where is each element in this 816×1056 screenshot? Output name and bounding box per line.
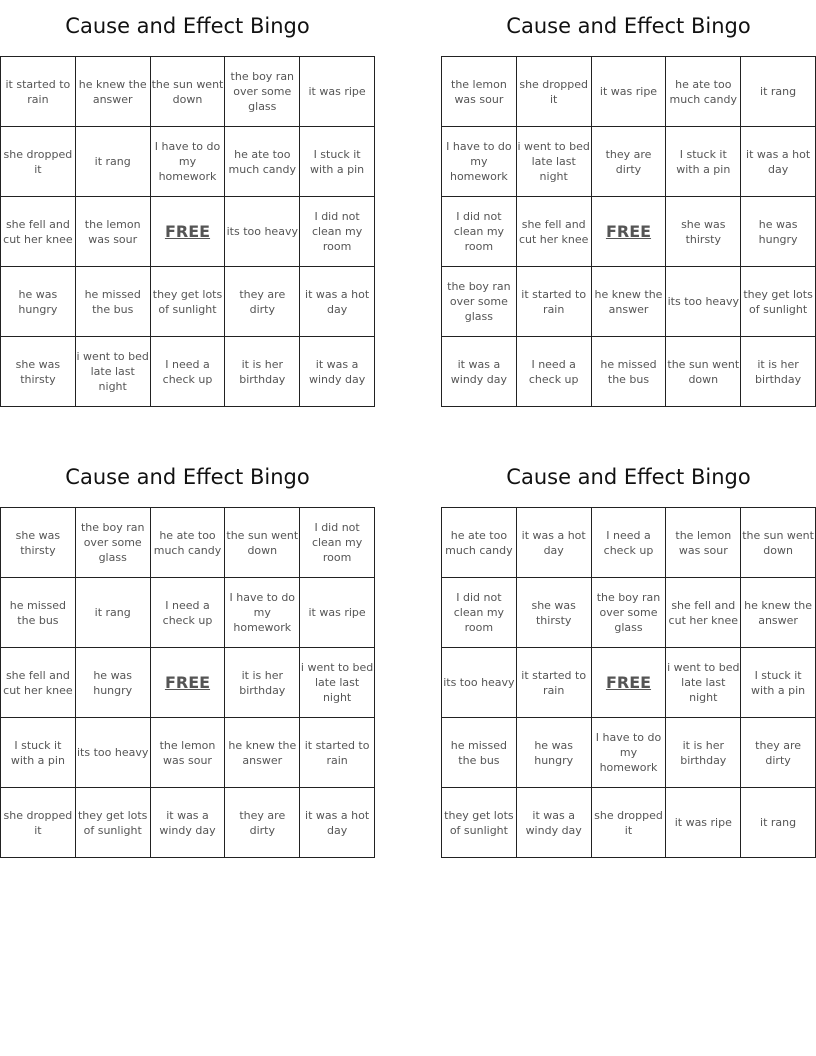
- bingo-cell: it was a windy day: [150, 788, 225, 858]
- bingo-cell: I stuck it with a pin: [666, 127, 741, 197]
- bingo-cell: it started to rain: [516, 267, 591, 337]
- bingo-cell: she fell and cut her knee: [1, 648, 76, 718]
- free-space: FREE: [591, 648, 666, 718]
- bingo-grid: [0, 56, 375, 407]
- bingo-cell: it was a hot day: [741, 127, 816, 197]
- bingo-cell: it was ripe: [591, 57, 666, 127]
- bingo-cell: she dropped it: [591, 788, 666, 858]
- bingo-cell: it is her birthday: [225, 337, 300, 407]
- bingo-cell: she was thirsty: [1, 337, 76, 407]
- bingo-cell: she was thirsty: [666, 197, 741, 267]
- bingo-card: [441, 465, 816, 858]
- bingo-cell: he was hungry: [75, 648, 150, 718]
- bingo-cell: he was hungry: [516, 718, 591, 788]
- bingo-cell: it was a windy day: [300, 337, 375, 407]
- bingo-cell: she fell and cut her knee: [1, 197, 76, 267]
- grid-row: [442, 578, 816, 648]
- bingo-cell: he was hungry: [1, 267, 76, 337]
- bingo-cell: I need a check up: [150, 578, 225, 648]
- bingo-cell: he ate too much candy: [442, 508, 517, 578]
- bingo-cell: they are dirty: [591, 127, 666, 197]
- card-title: Cause and Effect Bingo: [65, 14, 310, 38]
- bingo-cell: I did not clean my room: [300, 197, 375, 267]
- bingo-cell: i went to bed late last night: [75, 337, 150, 407]
- bingo-cell: I stuck it with a pin: [1, 718, 76, 788]
- bingo-cell: the sun went down: [150, 57, 225, 127]
- bingo-cell: the sun went down: [741, 508, 816, 578]
- grid-row: [442, 337, 816, 407]
- grid-row: [1, 57, 375, 127]
- bingo-cell: its too heavy: [75, 718, 150, 788]
- bingo-cell: the boy ran over some glass: [591, 578, 666, 648]
- bingo-cell: its too heavy: [225, 197, 300, 267]
- bingo-cell: he ate too much candy: [150, 508, 225, 578]
- bingo-cell: they are dirty: [225, 788, 300, 858]
- bingo-cell: he knew the answer: [741, 578, 816, 648]
- bingo-grid: [441, 56, 816, 407]
- grid-row: [1, 337, 375, 407]
- bingo-cell: it rang: [75, 578, 150, 648]
- bingo-cell: they are dirty: [741, 718, 816, 788]
- bingo-cell: it was a hot day: [516, 508, 591, 578]
- bingo-cell: it rang: [741, 788, 816, 858]
- bingo-cell: they get lots of sunlight: [442, 788, 517, 858]
- bingo-cell: its too heavy: [666, 267, 741, 337]
- card-title: Cause and Effect Bingo: [65, 465, 310, 489]
- grid-row: [1, 578, 375, 648]
- card-title: Cause and Effect Bingo: [506, 14, 751, 38]
- bingo-cell: he missed the bus: [1, 578, 76, 648]
- bingo-card: [0, 465, 375, 858]
- bingo-cell: it started to rain: [1, 57, 76, 127]
- bingo-cell: they are dirty: [225, 267, 300, 337]
- bingo-cell: it rang: [741, 57, 816, 127]
- bingo-cell: I need a check up: [591, 508, 666, 578]
- bingo-cell: he missed the bus: [591, 337, 666, 407]
- bingo-cell: the lemon was sour: [666, 508, 741, 578]
- bingo-cell: they get lots of sunlight: [741, 267, 816, 337]
- bingo-cell: it rang: [75, 127, 150, 197]
- bingo-cell: I need a check up: [516, 337, 591, 407]
- bingo-cell: I did not clean my room: [442, 578, 517, 648]
- free-space: FREE: [150, 197, 225, 267]
- bingo-cell: he missed the bus: [75, 267, 150, 337]
- bingo-cell: she was thirsty: [1, 508, 76, 578]
- bingo-cell: he knew the answer: [225, 718, 300, 788]
- bingo-cell: he knew the answer: [591, 267, 666, 337]
- bingo-cell: I need a check up: [150, 337, 225, 407]
- bingo-cell: it started to rain: [516, 648, 591, 718]
- bingo-cell: she dropped it: [1, 127, 76, 197]
- bingo-grid: [441, 507, 816, 858]
- bingo-cell: the lemon was sour: [75, 197, 150, 267]
- bingo-cell: the boy ran over some glass: [75, 508, 150, 578]
- bingo-cell: I did not clean my room: [300, 508, 375, 578]
- bingo-cell: they get lots of sunlight: [150, 267, 225, 337]
- grid-row: [1, 788, 375, 858]
- bingo-cell: the boy ran over some glass: [225, 57, 300, 127]
- grid-row: [442, 508, 816, 578]
- bingo-cell: I have to do my homework: [150, 127, 225, 197]
- grid-row: [1, 267, 375, 337]
- grid-row: [1, 508, 375, 578]
- bingo-cell: the sun went down: [666, 337, 741, 407]
- grid-row: [1, 127, 375, 197]
- bingo-cell: he missed the bus: [442, 718, 517, 788]
- bingo-cell: it was a windy day: [516, 788, 591, 858]
- bingo-cell: they get lots of sunlight: [75, 788, 150, 858]
- bingo-cell: he ate too much candy: [225, 127, 300, 197]
- bingo-cell: she dropped it: [516, 57, 591, 127]
- grid-row: [1, 197, 375, 267]
- bingo-cell: it is her birthday: [666, 718, 741, 788]
- bingo-cell: it started to rain: [300, 718, 375, 788]
- bingo-cell: she fell and cut her knee: [666, 578, 741, 648]
- bingo-cell: I stuck it with a pin: [300, 127, 375, 197]
- bingo-cell: it was a windy day: [442, 337, 517, 407]
- bingo-cell: she dropped it: [1, 788, 76, 858]
- bingo-cell: he ate too much candy: [666, 57, 741, 127]
- free-space: FREE: [150, 648, 225, 718]
- bingo-cell: i went to bed late last night: [300, 648, 375, 718]
- card-title: Cause and Effect Bingo: [506, 465, 751, 489]
- bingo-cell: I have to do my homework: [442, 127, 517, 197]
- bingo-cell: the boy ran over some glass: [442, 267, 517, 337]
- grid-row: [442, 197, 816, 267]
- grid-row: [442, 648, 816, 718]
- bingo-cell: it is her birthday: [225, 648, 300, 718]
- bingo-cell: she was thirsty: [516, 578, 591, 648]
- bingo-cell: she fell and cut her knee: [516, 197, 591, 267]
- bingo-cell: I did not clean my room: [442, 197, 517, 267]
- bingo-cell: he was hungry: [741, 197, 816, 267]
- bingo-cell: I stuck it with a pin: [741, 648, 816, 718]
- bingo-grid: [0, 507, 375, 858]
- grid-row: [442, 718, 816, 788]
- bingo-card: [0, 14, 375, 407]
- bingo-cell: the sun went down: [225, 508, 300, 578]
- bingo-cell: i went to bed late last night: [666, 648, 741, 718]
- bingo-cell: it was ripe: [300, 57, 375, 127]
- grid-row: [442, 267, 816, 337]
- bingo-cell: he knew the answer: [75, 57, 150, 127]
- bingo-cell: it was ripe: [666, 788, 741, 858]
- bingo-cell: the lemon was sour: [150, 718, 225, 788]
- bingo-cell: i went to bed late last night: [516, 127, 591, 197]
- grid-row: [1, 718, 375, 788]
- free-space: FREE: [591, 197, 666, 267]
- bingo-cell: I have to do my homework: [591, 718, 666, 788]
- grid-row: [442, 788, 816, 858]
- grid-row: [442, 57, 816, 127]
- bingo-cell: it was ripe: [300, 578, 375, 648]
- bingo-cell: it was a hot day: [300, 267, 375, 337]
- grid-row: [442, 127, 816, 197]
- bingo-cell: the lemon was sour: [442, 57, 517, 127]
- bingo-cell: I have to do my homework: [225, 578, 300, 648]
- bingo-card: [441, 14, 816, 407]
- bingo-cell: it was a hot day: [300, 788, 375, 858]
- bingo-cell: its too heavy: [442, 648, 517, 718]
- bingo-cell: it is her birthday: [741, 337, 816, 407]
- grid-row: [1, 648, 375, 718]
